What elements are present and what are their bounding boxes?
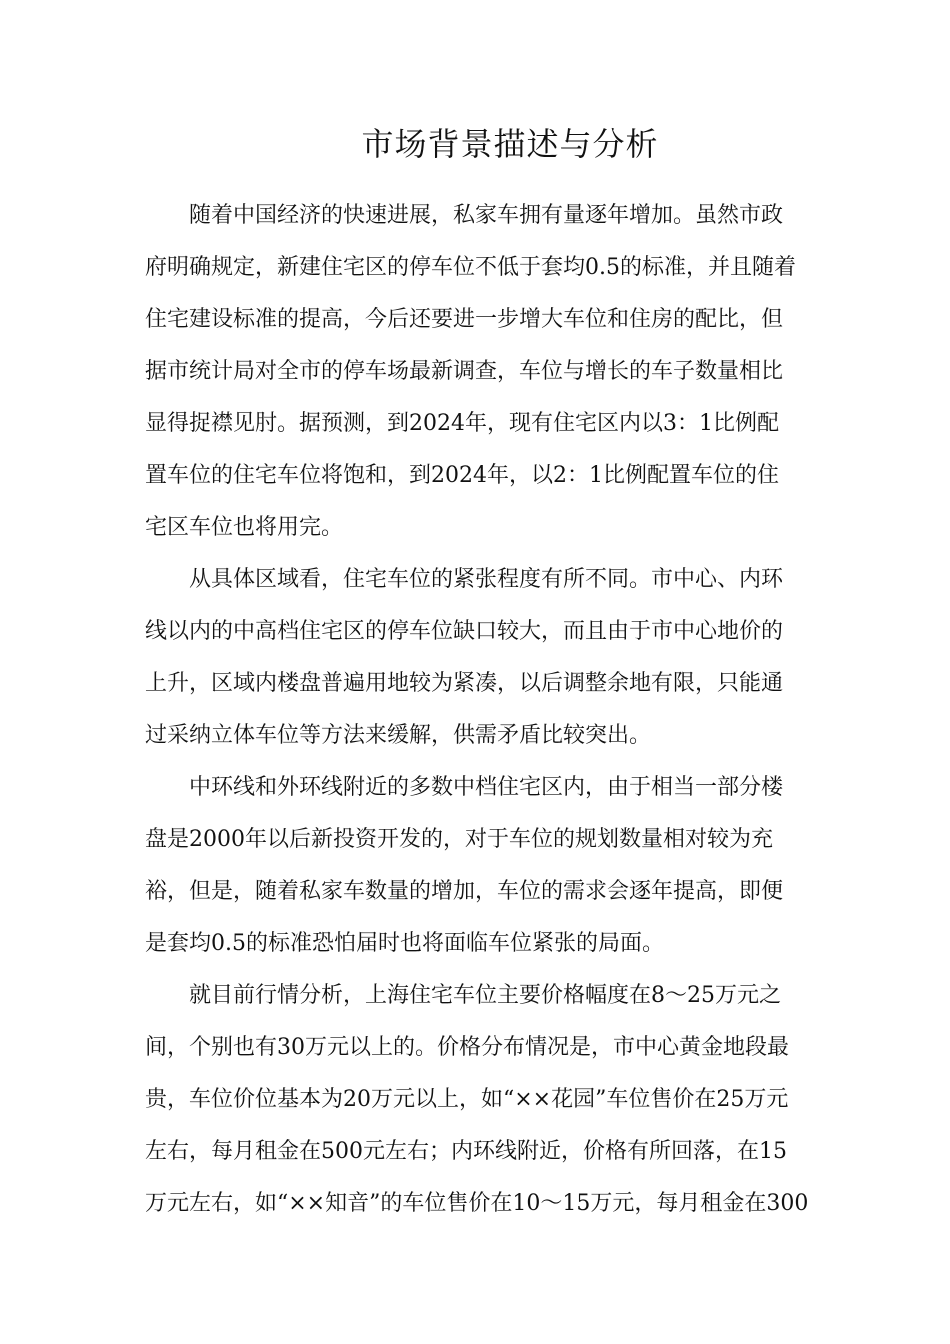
text-line: 置车位的住宅车位将饱和，到2024年，以2：1比例配置车位的住 (145, 463, 779, 488)
text-line: 从具体区域看，住宅车位的紧张程度有所不同。市中心、内环 (189, 567, 784, 592)
text-line: 线以内的中高档住宅区的停车位缺口较大，而且由于市中心地价的 (145, 619, 784, 644)
text-line: 过采纳立体车位等方法来缓解，供需矛盾比较突出。 (145, 723, 652, 748)
text-line: 住宅建设标准的提高，今后还要进一步增大车位和住房的配比，但 (145, 307, 784, 332)
text-line: 中环线和外环线附近的多数中档住宅区内，由于相当一部分楼 (189, 775, 784, 800)
text-line: 是套均0.5的标准恐怕届时也将面临车位紧张的局面。 (145, 931, 664, 956)
text-line: 左右，每月租金在500元左右；内环线附近，价格有所回落，在15 (145, 1139, 787, 1164)
paragraph-4 (145, 970, 810, 1230)
text-line: 随着中国经济的快速进展，私家车拥有量逐年增加。虽然市政 (189, 203, 784, 228)
paragraph-2 (145, 554, 810, 762)
text-line: 府明确规定，新建住宅区的停车位不低于套均0.5的标准，并且随着 (145, 255, 796, 280)
text-line: 贵，车位价位基本为20万元以上，如“××花园”车位售价在25万元 (145, 1087, 789, 1112)
text-line: 盘是2000年以后新投资开发的，对于车位的规划数量相对较为充 (145, 827, 773, 852)
paragraph-3 (145, 762, 810, 970)
text-line: 据市统计局对全市的停车场最新调查，车位与增长的车子数量相比 (145, 359, 784, 384)
document-body (145, 190, 810, 1230)
text-line: 裕，但是，随着私家车数量的增加，车位的需求会逐年提高，即便 (145, 879, 784, 904)
text-line: 上升，区域内楼盘普遍用地较为紧凑，以后调整余地有限，只能通 (145, 671, 784, 696)
text-line: 万元左右，如“××知音”的车位售价在10～15万元，每月租金在300 (145, 1191, 809, 1216)
document-title: 市场背景描述与分析 (361, 125, 659, 163)
paragraph-1 (145, 190, 810, 554)
text-line: 间，个别也有30万元以上的。价格分布情况是，市中心黄金地段最 (145, 1035, 789, 1060)
text-line: 宅区车位也将用完。 (145, 515, 344, 540)
text-line: 就目前行情分析，上海住宅车位主要价格幅度在8～25万元之 (189, 983, 781, 1008)
text-line: 显得捉襟见肘。据预测，到2024年，现有住宅区内以3：1比例配 (145, 411, 779, 436)
